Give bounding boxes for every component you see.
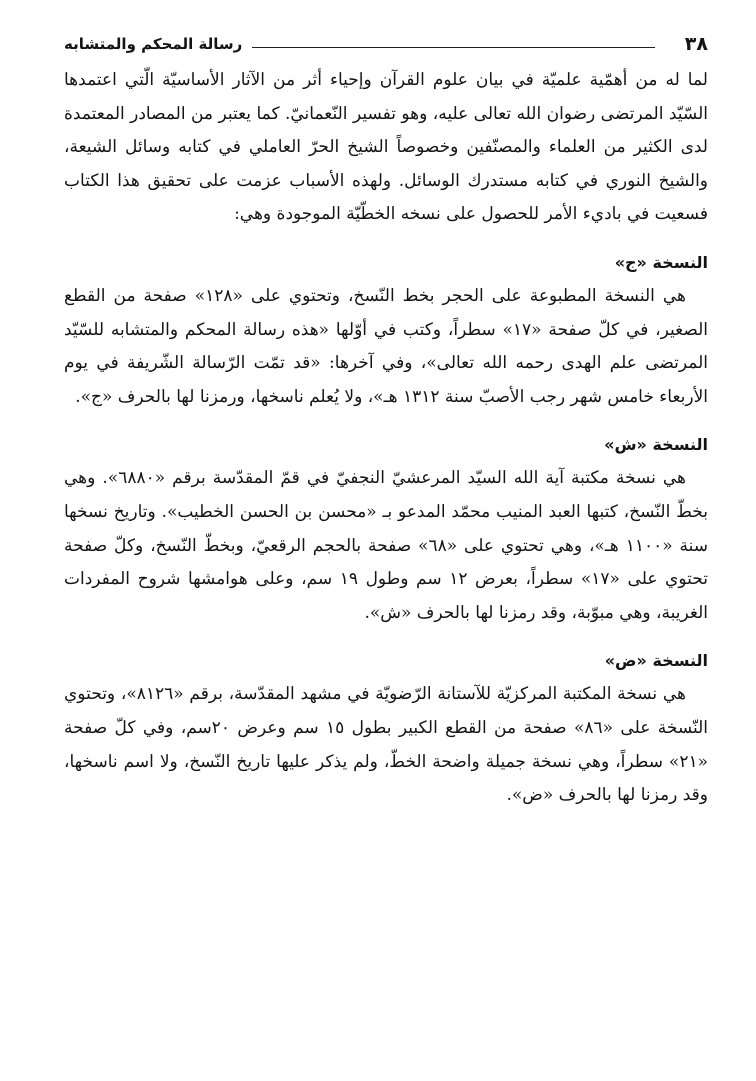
section-paragraph: هي نسخة مكتبة آية الله السيّد المرعشيّ النجفيّ في قمّ المقدّسة برقم «٦٨٨٠». وهي بخطّ النّسخ، كتبها العبد المنيب محمّد المدعو بـ «محسن بن الحسن الخطيب». وتاريخ نسخها سنة «١١٠٠ هـ»، وهي تحتوي على «٦٨» صفحة بالحجم الرقعيّ، وبخطّ النّسخ، وكلّ صفحة تحتوي على «١٧» سطراً، بعرض ١٢ سم وطول ١٩ سم، وعلى هوامشها شروح المفردات الغريبة، وهي مبوّبة، وقد رمزنا لها بالحرف «ش». xyxy=(64,468,709,623)
page-body xyxy=(64,64,708,813)
book-page xyxy=(64,26,708,813)
running-title: رسالة المحكم والمتشابه xyxy=(64,35,243,53)
intro-paragraph: لما له من أهمّية علميّة في بيان علوم القرآن وإحياء أثر من الآثار الأساسيّة الّتي اعتمدها السّيّد المرتضى رضوان الله تعالى عليه، وهو تفسير النّعمانيّ. كما يعتبر من المصادر المعتمدة لدى الكثير من العلماء والمصنّفين وخصوصاً الشيخ الحرّ العاملي في كتابه وسائل الشيعة، والشيخ النوري في كتابه مستدرك الوسائل. ولهذه الأسباب عزمت على تحقيق هذا الكتاب فسعيت في باديء الأمر للحصول على نسخه الخطّيّة الموجودة وهي: xyxy=(64,70,708,225)
section-manuscript-shin xyxy=(64,432,708,630)
page-number: ٣٨ xyxy=(684,33,708,55)
section-heading: النسخة «ض» xyxy=(604,651,708,671)
running-header xyxy=(64,26,708,62)
section-heading: النسخة «ش» xyxy=(604,435,708,455)
section-manuscript-jim xyxy=(64,250,708,414)
section-paragraph: هي النسخة المطبوعة على الحجر بخط النّسخ، وتحتوي على «١٢٨» صفحة من القطع الصغير، في كلّ صفحة «١٧» سطراً، وكتب في أوّلها «هذه رسالة المحكم والمتشابه للسّيّد المرتضى علم الهدى رحمه الله تعالى»، وفي آخرها: «قد تمّت الرّسالة الشّريفة في يوم الأربعاء خامس شهر رجب الأصبّ سنة ١٣١٢ هـ»، ولا يُعلم ناسخها، ورمزنا لها بالحرف «ج». xyxy=(64,285,708,407)
section-manuscript-dad xyxy=(64,648,708,812)
header-rule xyxy=(252,47,655,48)
section-heading: النسخة «ج» xyxy=(614,252,708,272)
section-paragraph: هي نسخة المكتبة المركزيّة للآستانة الرّضويّة في مشهد المقدّسة، برقم «٨١٢٦»، وتحتوي النّسخة على «٨٦» صفحة من القطع الكبير بطول ١٥ سم وعرض ٢٠سم، وفي كلّ صفحة «٢١» سطراً، وهي نسخة جميلة واضحة الخطّ، ولم يذكر عليها تاريخ النّسخ، ولا اسم ناسخها، وقد رمزنا لها بالحرف «ض». xyxy=(64,684,709,806)
